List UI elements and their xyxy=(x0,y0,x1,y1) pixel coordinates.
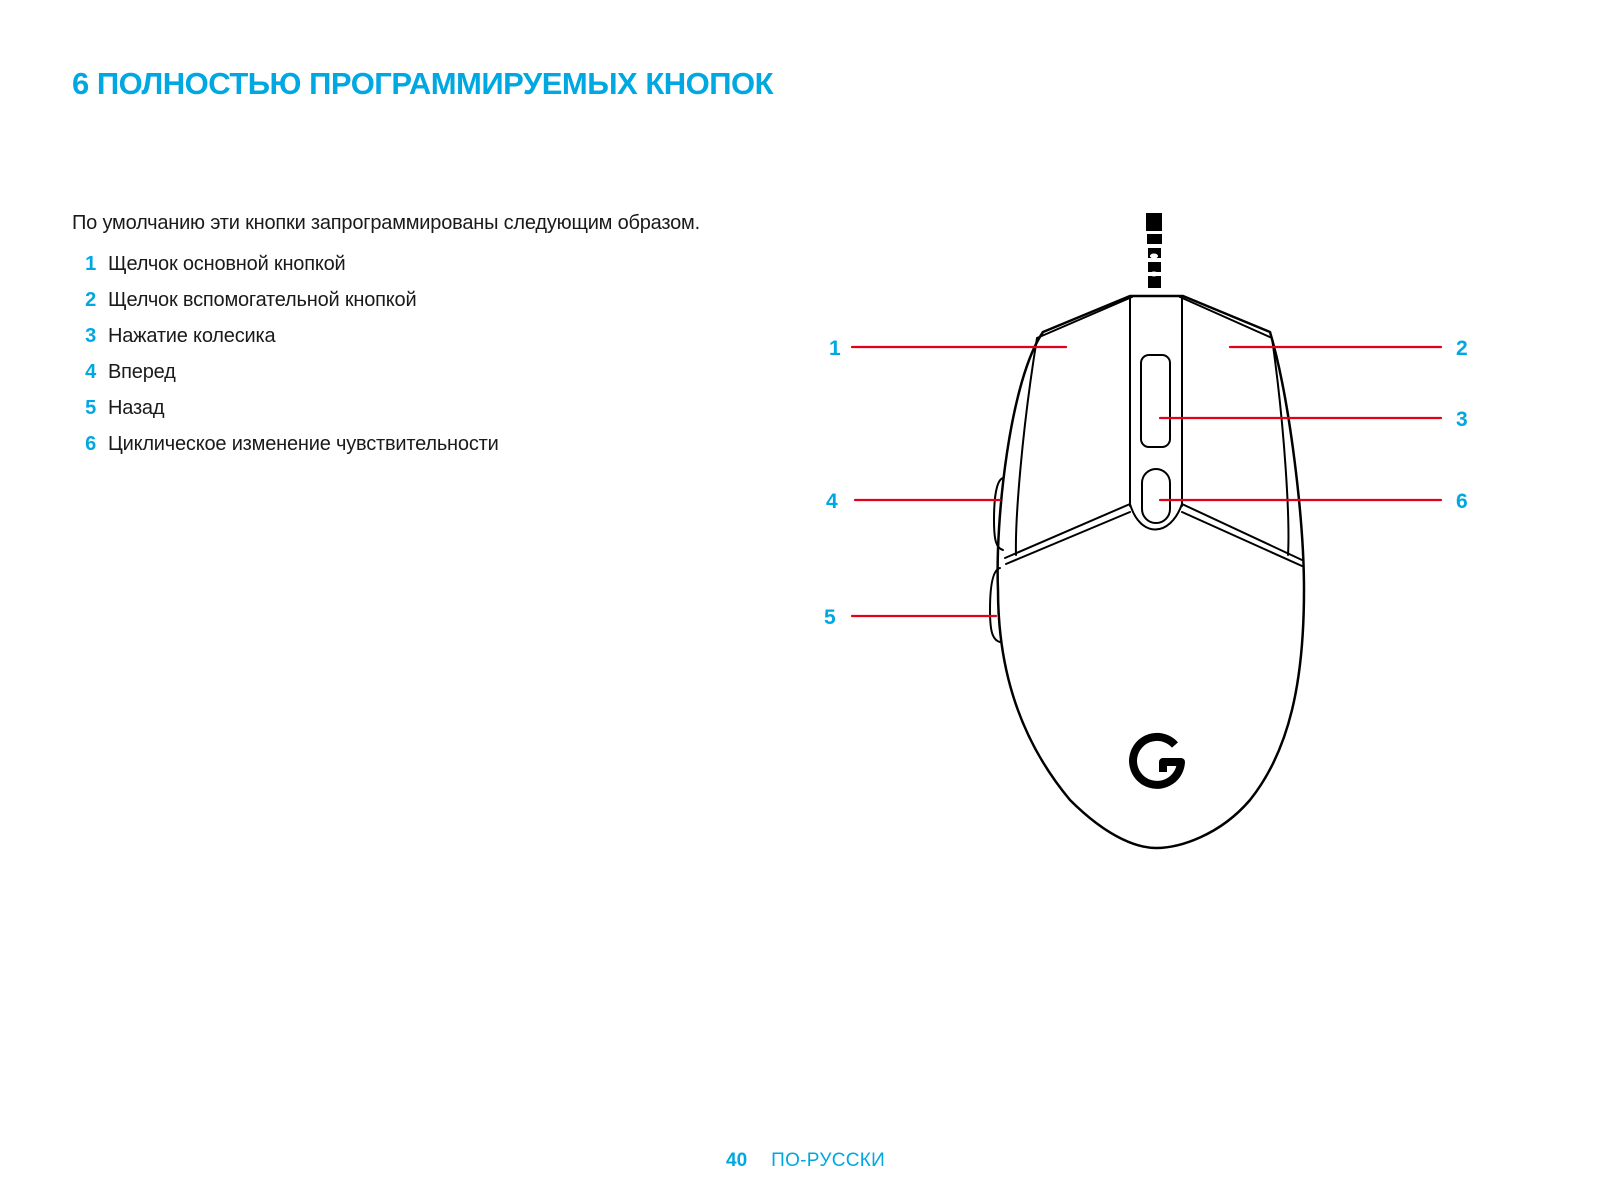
leader-lines xyxy=(852,347,1441,616)
item-number: 6 xyxy=(85,432,96,455)
item-label: Щелчок вспомогательной кнопкой xyxy=(108,288,417,311)
callout-4: 4 xyxy=(826,490,838,513)
item-label: Щелчок основной кнопкой xyxy=(108,252,346,275)
callout-5: 5 xyxy=(824,606,836,629)
item-number: 4 xyxy=(85,360,96,383)
item-label: Циклическое изменение чувствительности xyxy=(108,432,499,455)
item-number: 5 xyxy=(85,396,96,419)
item-label: Назад xyxy=(108,396,165,419)
callout-1: 1 xyxy=(829,337,841,360)
item-number: 1 xyxy=(85,252,96,275)
page-title: 6 ПОЛНОСТЬЮ ПРОГРАММИРУЕМЫХ КНОПОК xyxy=(72,66,774,101)
mouse-body-outline xyxy=(998,296,1304,848)
language-label: ПО-РУССКИ xyxy=(771,1150,886,1171)
mouse-top-contour xyxy=(1016,297,1289,555)
scroll-wheel xyxy=(1141,355,1170,447)
callout-6: 6 xyxy=(1456,490,1468,513)
page-number: 40 xyxy=(726,1150,748,1171)
dpi-button xyxy=(1142,469,1170,523)
callout-2: 2 xyxy=(1456,337,1468,360)
palm-seam xyxy=(1005,504,1302,566)
page-footer xyxy=(726,1150,885,1172)
button-divider xyxy=(1130,296,1182,506)
item-number: 3 xyxy=(85,324,96,347)
item-label: Нажатие колесика xyxy=(108,324,276,347)
intro-text: По умолчанию эти кнопки запрограммированы следующим образом. xyxy=(72,212,700,234)
item-number: 2 xyxy=(85,288,96,311)
mouse-cable xyxy=(1146,213,1162,288)
item-label: Вперед xyxy=(108,360,176,383)
logitech-g-logo xyxy=(1133,737,1181,785)
callout-3: 3 xyxy=(1456,408,1468,431)
